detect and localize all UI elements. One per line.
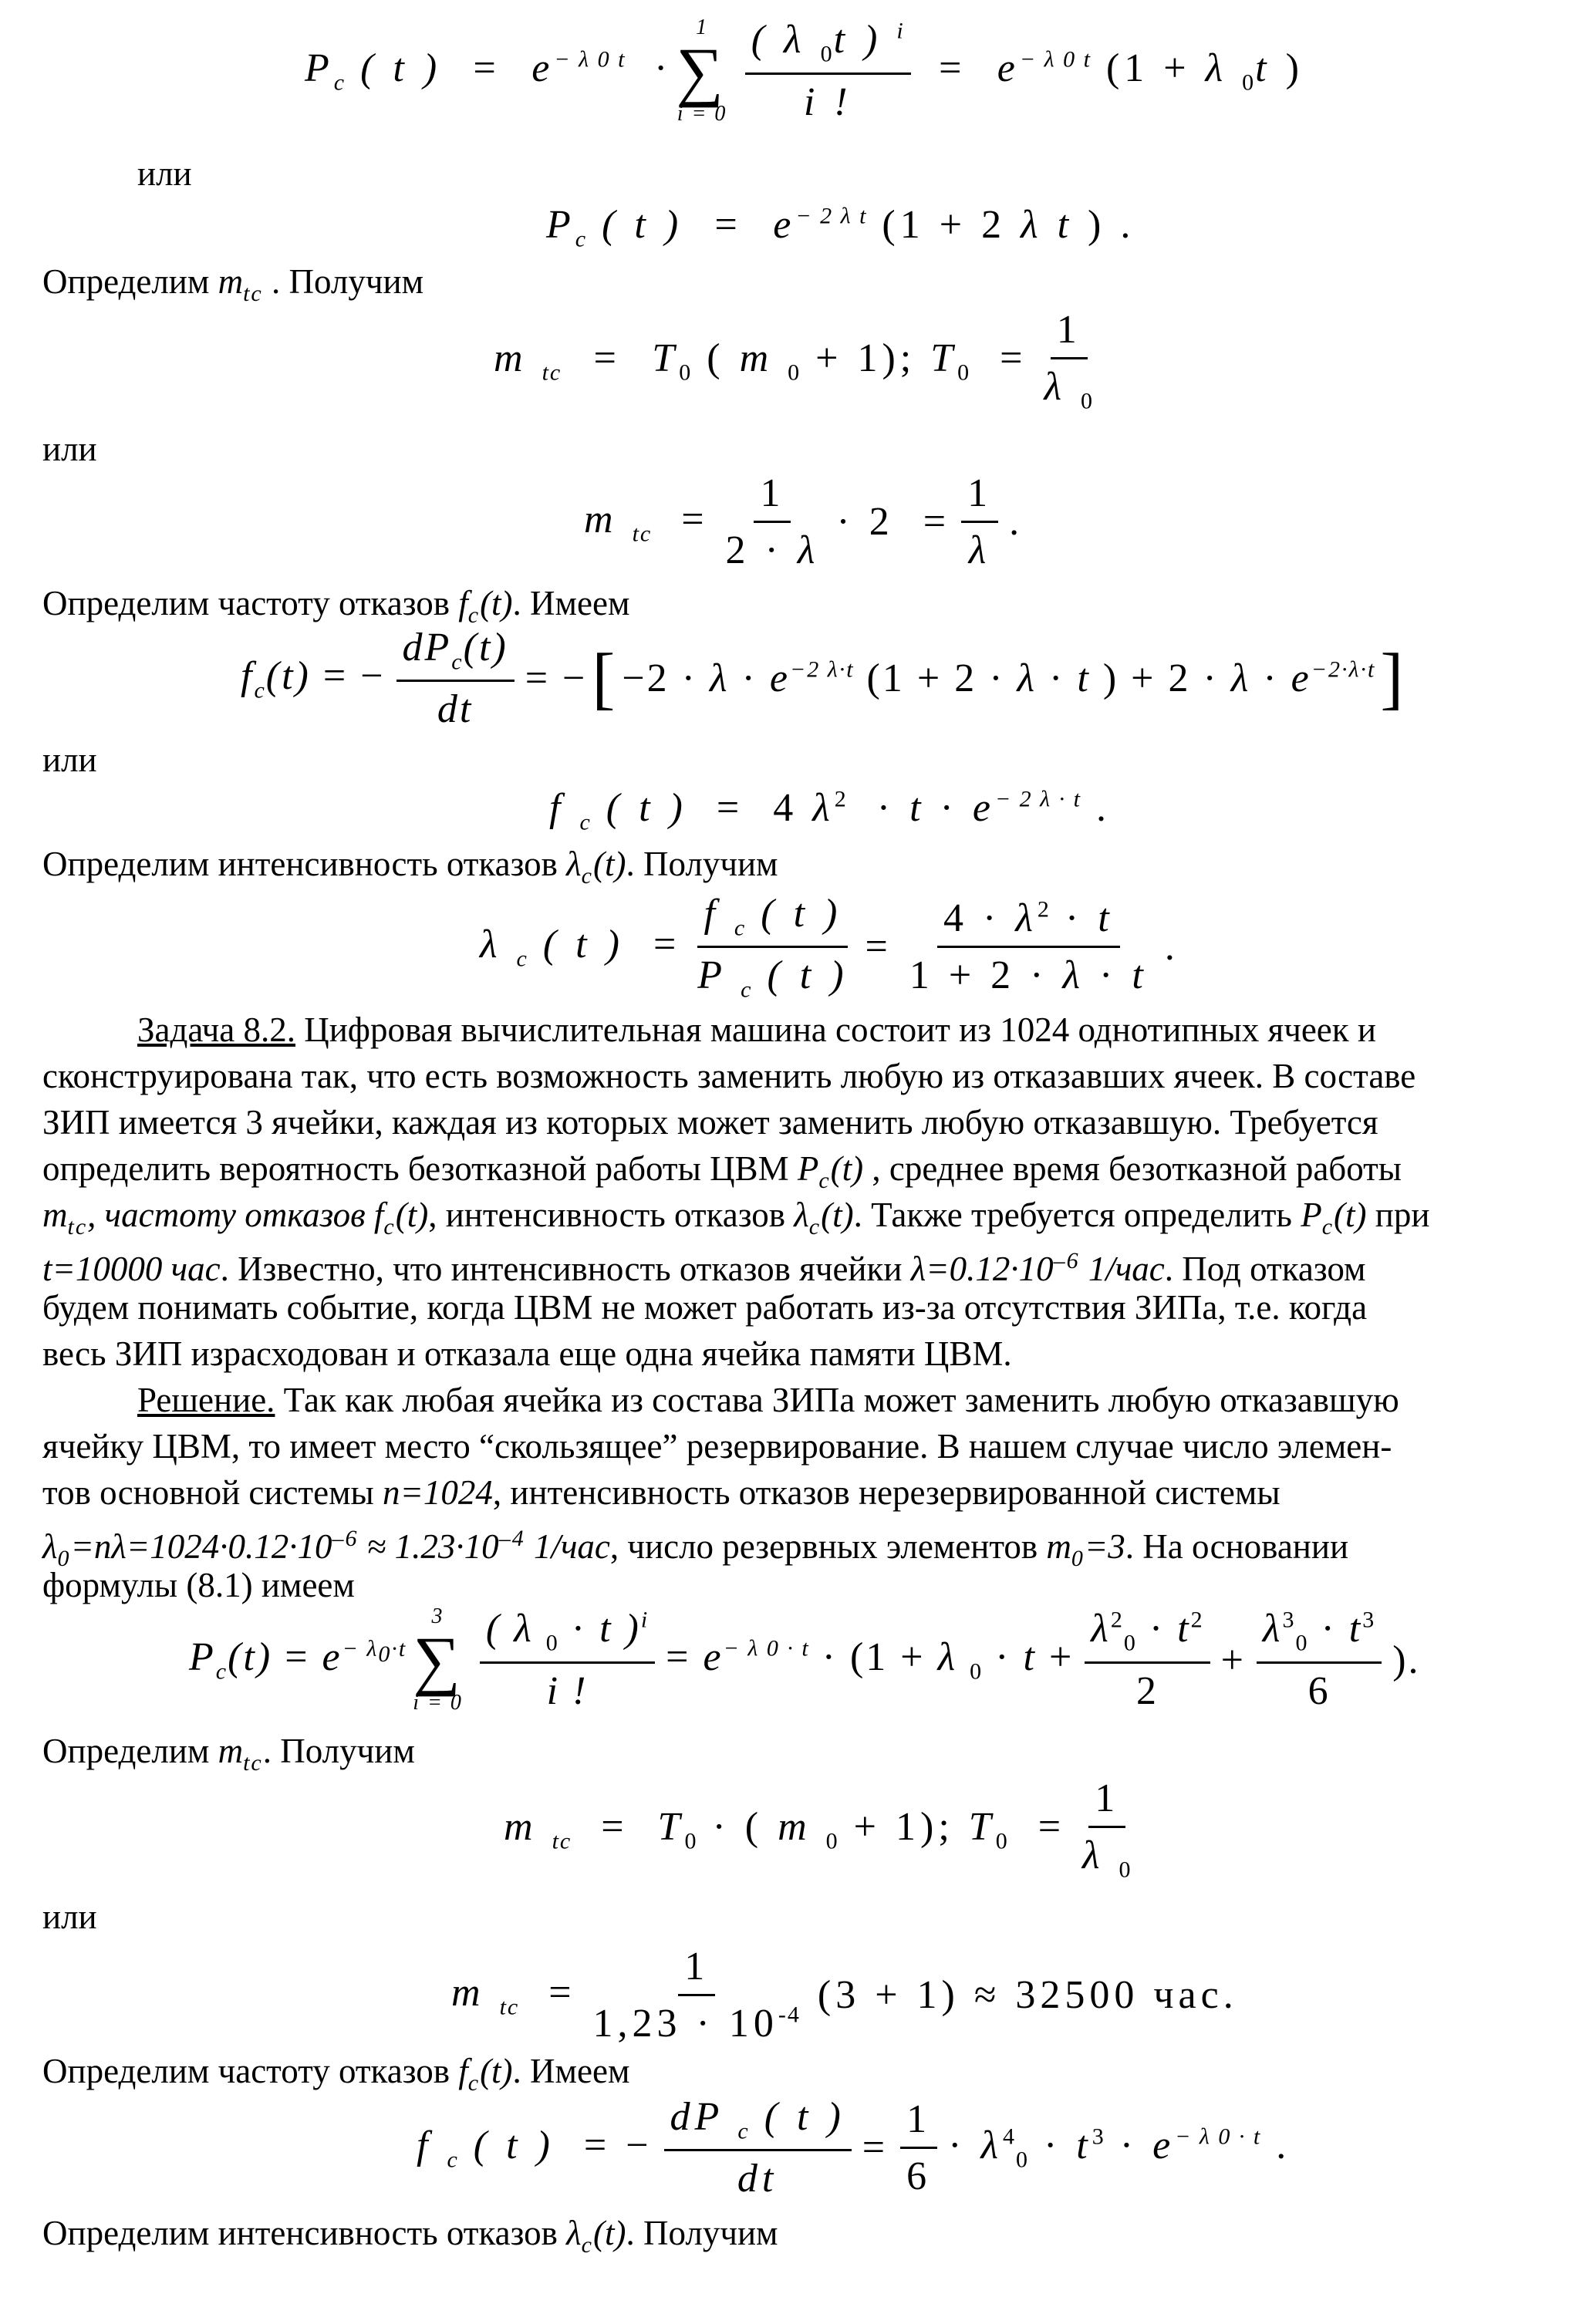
solution-heading: Решение. [137,1381,275,1419]
equation-mtc-9: m $_{tc} = T_0$ · ( m $_0$ + 1); $T_0$ = $\frac{1}{\lambda _0}$ [504,1776,1132,1883]
solution-heading-line: Решение. Так как любая ячейка из состава ЗИПа может заменить любую отказавшую [137,1381,1399,1419]
task-heading-line: Задача 8.2. Цифровая вычислительная машина состоит из 1024 однотипных ячеек и [137,1010,1376,1049]
solution-line-5: формулы (8.1) имеем [42,1566,355,1604]
text-opredelim-lc-2: Определим интенсивность отказов $\lambda_c(t)$. Получим [42,2214,778,2258]
task-line-5: $m_{tc}$, частоту отказов $f_c(t)$, интенсивность отказов $\lambda_c(t)$. Также требуется определить $P_c(t)$ при [42,1196,1430,1240]
equation-lc-7: λ $_c$ ( t ) = $\frac{f _c ( t )}{P _c ( t )}$ = $\frac{4 \cdot \lambda^2 \cdot t}{1 + 2 \cdot \lambda \cdot t}$ . [480,892,1179,1003]
task-heading: Задача 8.2. [137,1010,295,1049]
solution-line-4: $\lambda_0=n\lambda=1024\cdot 0.12\cdot 10^{-6} \approx 1.23\cdot 10^{-4}$ 1/час, число резервных элементов $m_0=3$. На основании [42,1526,1349,1571]
equation-pc-sum-1: $P_c$ ( t ) = $e^{- \lambda 0 t}$ · 1 ∑ i = 0 $\frac{( \lambda _0t ) ^i}{i !}$ = $e^{- \lambda 0 t}$ (1 + λ $_0$t ) [305,15,1304,126]
task-line-2: сконструирована так, что есть возможность заменить любую из отказавших ячеек. В составе [42,1057,1416,1095]
solution-line-3: тов основной системы n=1024, интенсивность отказов нерезервированной системы [42,1473,1281,1512]
equation-pc-8: $P_c(t) = e^{- \lambda_0\cdot t}$ 3 ∑ i = 0 $\frac{( \lambda _0 \cdot t )^i}{i !}$ = $e^{- \lambda 0 \cdot t} \cdot (1 + \lambda$ $_0$ · t + $\frac{\lambda^2_0 \cdot t^2}{2}$ + $\frac{\lambda^3_0 \cdot t^3}{6}$ ). [189,1604,1421,1715]
text-opredelim-mtc-1: Определим $m_{tc}$ . Получим [42,262,424,306]
task-line-4: определить вероятность безотказной работы ЦВМ $P_c(t)$ , среднее время безотказной работы [42,1149,1402,1193]
text-opredelim-mtc-2: Определим $m_{tc}$. Получим [42,1732,415,1776]
text-ili-2: или [42,430,97,468]
text-opredelim-fc-1: Определим частоту отказов $f_c(t)$. Имеем [42,584,630,628]
task-line-3: ЗИП имеется 3 ячейки, каждая из которых может заменить любую отказавшую. Требуется [42,1103,1378,1142]
text-opredelim-fc-2: Определим частоту отказов $f_c(t)$. Имеем [42,2052,630,2096]
task-line-8: весь ЗИП израсходован и отказала еще одна ячейка памяти ЦВМ. [42,1334,1012,1373]
equation-mtc-3: m $_{tc} = T_0$ ( m $_0$ + 1); $T_0$ = $\frac{1}{\lambda _0}$ [494,308,1094,414]
equation-fc-6: f $_c$ ( t ) = 4 $\lambda^2 \cdot t \cdot e^{- 2 \lambda \cdot t}$ . [549,786,1112,835]
equation-pc-2: $P_c$ ( t ) = $e^{- 2 \lambda t}$ (1 + 2 λ t ) . [546,203,1135,252]
text-opredelim-lc-1: Определим интенсивность отказов $\lambda_c(t)$. Получим [42,845,778,889]
text-ili-4: или [42,1897,97,1936]
equation-fc-5: $f_c(t)$ = − $\frac{dP_c(t)}{dt}$ = − [ $-2 \cdot \lambda \cdot e^{-2 \lambda\cdot t}$ (1 + 2 · λ · t ) + $2 \cdot \lambda \cdot e^{-2\cdot\lambda\cdot t}$ ] [241,626,1406,732]
equation-mtc-4: m $_{tc}$ = $\frac{1}{2 \cdot \lambda}$ · 2 = $\frac{1}{\lambda}$ . [584,471,1024,572]
task-line-6: t=10000 час. Известно, что интенсивность отказов ячейки $\lambda=0.12\cdot 10^{-6}$ 1/час. Под отказом [42,1248,1366,1288]
task-line-7: будем понимать событие, когда ЦВМ не может работать из-за отсутствия ЗИПа, т.е. когда [42,1288,1368,1327]
equation-mtc-10: m $_{tc}$ = $\frac{1}{1,23 \cdot 10^{-4}}$ (3 + 1) ≈ 32500 час. [451,1945,1238,2046]
text-ili-1: или [137,154,192,193]
equation-fc-11: f $_c$ ( t ) = − $\frac{dP _c ( t )}{dt}$ = $\frac{1}{6}$ · $\lambda^4_0 \cdot t^3 \cdot e^{- \lambda 0 \cdot t}$ . [417,2095,1291,2201]
text-ili-3: или [42,740,97,779]
solution-line-2: ячейку ЦВМ, то имеет место “скользящее” резервирование. В нашем случае число элемен- [42,1427,1392,1466]
